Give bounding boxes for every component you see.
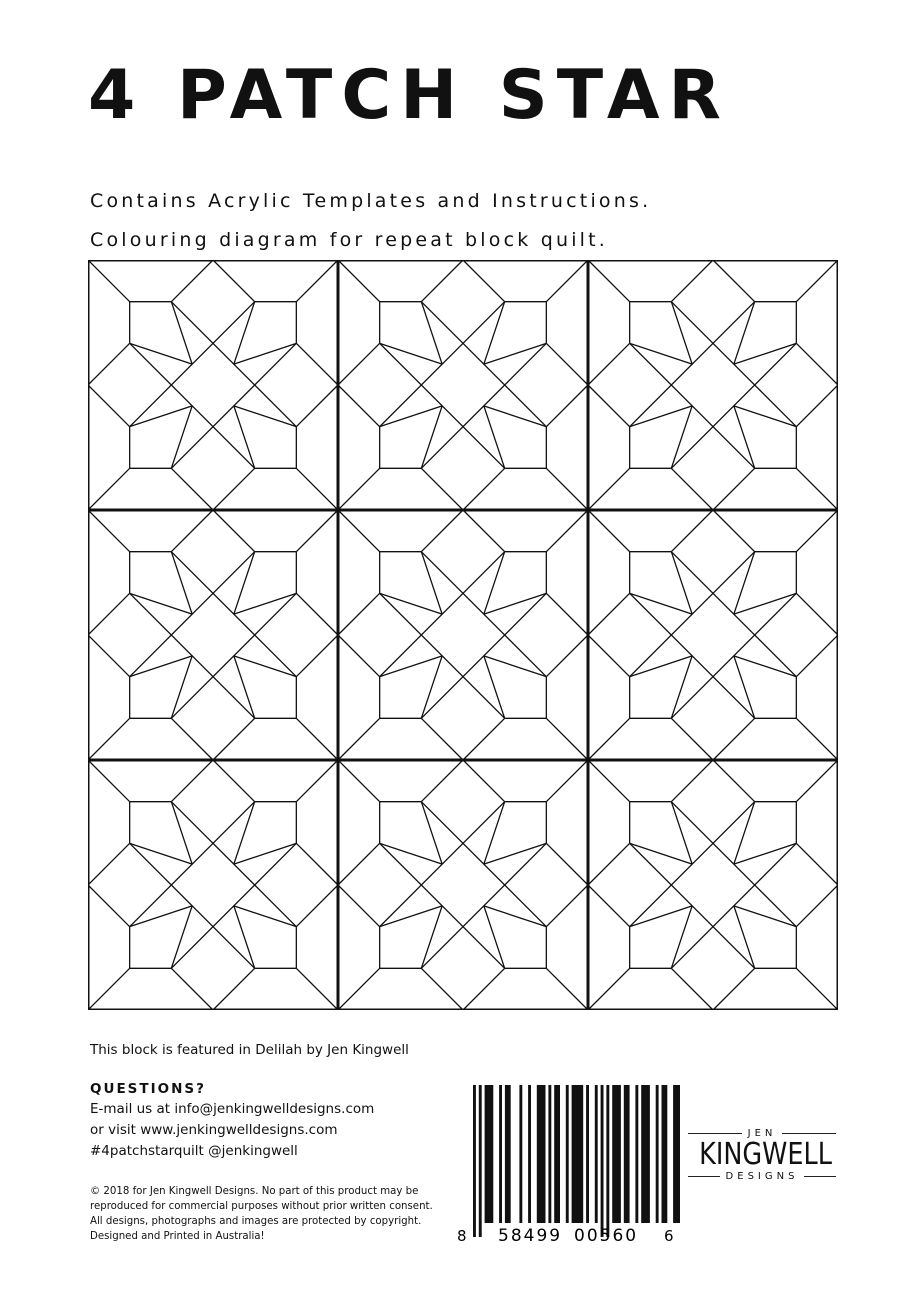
copyright-line: reproduced for commercial purposes without prior written consent. — [90, 1201, 433, 1212]
block-seam — [171, 406, 192, 469]
block-seam — [338, 385, 380, 427]
block-seam — [734, 843, 797, 864]
block-seam — [796, 968, 838, 1010]
block-seam — [796, 260, 838, 302]
quilt-block — [88, 260, 338, 510]
block-seam — [671, 510, 713, 552]
block-seam — [588, 843, 630, 885]
block-seam — [234, 906, 296, 927]
block-seam — [546, 593, 588, 635]
block-seam — [234, 343, 296, 364]
block-seam — [796, 510, 838, 552]
block-seam — [713, 968, 755, 1010]
barcode-bar — [473, 1085, 476, 1237]
block-seam — [130, 406, 192, 427]
block-seam — [484, 656, 547, 677]
barcode-bar — [601, 1085, 604, 1237]
block-seam — [171, 718, 213, 760]
block-seam — [630, 552, 755, 677]
block-seam — [296, 343, 338, 385]
block-seam — [130, 302, 255, 427]
quilt-block — [88, 510, 338, 760]
block-seam — [630, 302, 755, 427]
block-seam — [671, 552, 796, 677]
block-seam — [380, 802, 505, 927]
block-seam — [796, 885, 838, 927]
block-seam — [234, 302, 255, 365]
block-seam — [671, 468, 713, 510]
block-seam — [421, 802, 546, 927]
block-seam — [546, 260, 588, 302]
block-seam — [171, 802, 296, 927]
block-seam — [421, 302, 546, 427]
block-seam — [671, 260, 713, 302]
block-seam — [546, 468, 588, 510]
block-seam — [171, 802, 192, 865]
contact-email: E-mail us at info@jenkingwelldesigns.com — [90, 1101, 375, 1117]
block-seam — [630, 593, 693, 614]
block-seam — [171, 302, 192, 365]
block-seam — [130, 343, 192, 364]
block-seam — [380, 302, 505, 427]
block-seam — [88, 760, 130, 802]
block-seam — [421, 802, 442, 865]
block-seam — [338, 635, 380, 677]
block-seam — [130, 843, 192, 864]
block-seam — [234, 552, 255, 615]
block-seam — [588, 510, 630, 552]
block-seam — [171, 260, 213, 302]
block-seam — [546, 510, 588, 552]
block-seam — [338, 343, 380, 385]
barcode-bars — [473, 1085, 680, 1237]
copyright-notice — [90, 1184, 433, 1244]
block-seam — [171, 968, 213, 1010]
block-seam — [213, 260, 255, 302]
quilt-block — [338, 760, 588, 1010]
block-seam — [734, 343, 797, 364]
block-seam — [88, 260, 130, 302]
block-seam — [171, 906, 192, 969]
block-seam — [421, 302, 442, 365]
block-seam — [296, 843, 338, 885]
block-seam — [380, 406, 443, 427]
block-seam — [213, 968, 255, 1010]
block-seam — [796, 718, 838, 760]
block-seam — [671, 656, 692, 719]
block-seam — [234, 593, 296, 614]
block-seam — [380, 343, 505, 468]
block-seam — [296, 468, 338, 510]
block-seam — [338, 718, 380, 760]
barcode-bar — [519, 1085, 522, 1223]
block-seam — [630, 906, 693, 927]
contact-website: or visit www.jenkingwelldesigns.com — [90, 1122, 338, 1138]
block-seam — [588, 468, 630, 510]
block-seam — [421, 343, 546, 468]
block-seam — [796, 760, 838, 802]
block-seam — [484, 406, 505, 469]
block-seam — [630, 343, 693, 364]
barcode-bar — [595, 1085, 598, 1223]
block-seam — [796, 843, 838, 885]
block-seam — [630, 843, 755, 968]
block-seam — [171, 510, 213, 552]
block-seam — [630, 343, 755, 468]
block-seam — [484, 593, 547, 614]
block-seam — [546, 885, 588, 927]
barcode-bar — [566, 1085, 569, 1223]
block-seam — [421, 552, 442, 615]
block-seam — [338, 843, 380, 885]
block-seam — [88, 385, 130, 427]
block-seam — [671, 968, 713, 1010]
block-seam — [796, 593, 838, 635]
block-seam — [234, 802, 255, 865]
quilt-block — [588, 260, 838, 510]
subtitle-contents: Contains Acrylic Templates and Instructions. — [90, 190, 652, 212]
block-seam — [421, 968, 463, 1010]
block-seam — [588, 385, 630, 427]
block-seam — [380, 843, 505, 968]
block-seam — [234, 906, 255, 969]
block-seam — [484, 843, 547, 864]
barcode-bar — [624, 1085, 630, 1223]
block-seam — [296, 593, 338, 635]
block-seam — [338, 968, 380, 1010]
block-seam — [88, 843, 130, 885]
block-seam — [588, 343, 630, 385]
block-seam — [546, 718, 588, 760]
quilt-block — [88, 760, 338, 1010]
barcode-bar — [485, 1085, 494, 1223]
block-seam — [671, 802, 692, 865]
block-seam — [713, 760, 755, 802]
block-seam — [380, 656, 443, 677]
barcode-bar — [537, 1085, 546, 1223]
block-seam — [421, 510, 463, 552]
block-seam — [130, 552, 255, 677]
barcode-bar — [479, 1085, 482, 1237]
block-seam — [630, 656, 693, 677]
block-seam — [671, 718, 713, 760]
barcode — [455, 1085, 680, 1245]
block-seam — [671, 552, 692, 615]
block-seam — [380, 343, 443, 364]
block-seam — [588, 885, 630, 927]
block-seam — [380, 593, 505, 718]
block-seam — [130, 906, 192, 927]
barcode-bar — [635, 1085, 638, 1223]
barcode-bar — [662, 1085, 668, 1223]
block-seam — [213, 760, 255, 802]
block-seam — [171, 343, 296, 468]
quilt-block — [588, 510, 838, 760]
barcode-digit-first: 8 — [457, 1227, 467, 1245]
block-seam — [484, 906, 547, 927]
block-seam — [484, 802, 505, 865]
block-seam — [546, 635, 588, 677]
logo-bottom: DESIGNS — [688, 1171, 836, 1182]
block-seam — [630, 406, 693, 427]
block-seam — [463, 968, 505, 1010]
block-seam — [484, 552, 505, 615]
block-seam — [338, 468, 380, 510]
jen-kingwell-logo — [688, 1128, 836, 1182]
questions-heading: QUESTIONS? — [90, 1081, 206, 1097]
barcode-digit-check: 6 — [664, 1227, 674, 1245]
block-seam — [296, 968, 338, 1010]
block-seam — [588, 593, 630, 635]
block-seam — [796, 343, 838, 385]
block-seam — [171, 843, 296, 968]
copyright-line: © 2018 for Jen Kingwell Designs. No part of this product may be — [90, 1186, 419, 1197]
block-seam — [671, 802, 796, 927]
block-seam — [588, 968, 630, 1010]
block-seam — [671, 302, 692, 365]
block-seam — [421, 760, 463, 802]
logo-top: JEN — [688, 1128, 836, 1139]
block-seam — [171, 656, 192, 719]
block-seam — [88, 635, 130, 677]
block-seam — [421, 406, 442, 469]
block-seam — [171, 552, 192, 615]
block-seam — [88, 718, 130, 760]
block-seam — [234, 656, 296, 677]
subtitle-diagram: Colouring diagram for repeat block quilt. — [90, 229, 609, 251]
block-seam — [734, 302, 755, 365]
barcode-bar — [548, 1085, 551, 1223]
block-seam — [380, 593, 443, 614]
block-seam — [296, 885, 338, 927]
barcode-bar — [528, 1085, 531, 1223]
block-seam — [338, 593, 380, 635]
barcode-bar — [586, 1085, 589, 1223]
block-seam — [796, 468, 838, 510]
block-seam — [734, 406, 755, 469]
block-seam — [421, 468, 463, 510]
block-seam — [463, 260, 505, 302]
block-seam — [546, 343, 588, 385]
block-seam — [296, 260, 338, 302]
block-seam — [671, 843, 796, 968]
block-seam — [421, 593, 546, 718]
block-seam — [421, 656, 442, 719]
block-seam — [671, 343, 796, 468]
block-seam — [421, 843, 546, 968]
block-seam — [88, 593, 130, 635]
block-seam — [296, 718, 338, 760]
block-seam — [296, 635, 338, 677]
block-seam — [630, 593, 755, 718]
block-seam — [463, 468, 505, 510]
block-seam — [171, 593, 296, 718]
block-seam — [171, 302, 296, 427]
block-seam — [380, 906, 443, 927]
block-seam — [213, 510, 255, 552]
block-seam — [484, 406, 547, 427]
block-seam — [380, 552, 505, 677]
block-seam — [630, 843, 693, 864]
block-seam — [463, 760, 505, 802]
block-seam — [484, 302, 505, 365]
barcode-bar — [606, 1085, 609, 1237]
quilt-block — [338, 510, 588, 760]
block-seam — [88, 510, 130, 552]
block-seam — [671, 406, 692, 469]
barcode-bar — [554, 1085, 560, 1223]
block-seam — [713, 510, 755, 552]
block-seam — [796, 635, 838, 677]
quilt-colouring-diagram — [88, 260, 838, 1010]
block-seam — [546, 843, 588, 885]
block-seam — [130, 656, 192, 677]
block-seam — [296, 385, 338, 427]
featured-note: This block is featured in Delilah by Jen Kingwell — [90, 1042, 409, 1058]
block-seam — [234, 656, 255, 719]
barcode-bar — [673, 1085, 680, 1223]
block-seam — [171, 552, 296, 677]
block-seam — [421, 906, 442, 969]
block-seam — [213, 468, 255, 510]
block-seam — [484, 906, 505, 969]
barcode-digits-right: 00560 — [574, 1226, 639, 1245]
block-seam — [234, 406, 255, 469]
block-seam — [130, 593, 192, 614]
block-seam — [546, 968, 588, 1010]
block-seam — [734, 656, 755, 719]
block-seam — [338, 885, 380, 927]
block-seam — [463, 718, 505, 760]
block-seam — [671, 760, 713, 802]
block-seam — [713, 468, 755, 510]
block-seam — [734, 906, 755, 969]
block-seam — [130, 343, 255, 468]
block-seam — [671, 593, 796, 718]
block-seam — [588, 635, 630, 677]
block-seam — [338, 510, 380, 552]
block-seam — [734, 906, 797, 927]
block-seam — [734, 656, 797, 677]
block-seam — [588, 760, 630, 802]
block-seam — [484, 656, 505, 719]
block-seam — [130, 802, 255, 927]
barcode-bar — [641, 1085, 650, 1223]
block-seam — [296, 510, 338, 552]
block-seam — [338, 260, 380, 302]
block-seam — [734, 802, 755, 865]
block-seam — [171, 760, 213, 802]
barcode-bar — [572, 1085, 584, 1223]
block-seam — [734, 552, 755, 615]
block-seam — [546, 385, 588, 427]
block-seam — [421, 552, 546, 677]
block-seam — [130, 843, 255, 968]
page-title: 4 PATCH STAR — [88, 56, 730, 135]
block-seam — [734, 406, 797, 427]
barcode-digits-left: 58499 — [498, 1226, 563, 1245]
block-seam — [234, 406, 296, 427]
block-seam — [484, 343, 547, 364]
block-seam — [734, 593, 797, 614]
block-seam — [171, 468, 213, 510]
block-seam — [130, 593, 255, 718]
block-seam — [213, 718, 255, 760]
barcode-bar — [499, 1085, 502, 1223]
block-seam — [671, 302, 796, 427]
block-seam — [88, 343, 130, 385]
block-seam — [338, 760, 380, 802]
block-seam — [546, 760, 588, 802]
barcode-bar — [656, 1085, 659, 1223]
block-seam — [234, 843, 296, 864]
barcode-bar — [505, 1085, 511, 1223]
copyright-line: All designs, photographs and images are protected by copyright. — [90, 1216, 422, 1227]
barcode-bar — [612, 1085, 621, 1223]
block-seam — [713, 260, 755, 302]
block-seam — [630, 802, 755, 927]
social-tags: #4patchstarquilt @jenkingwell — [90, 1143, 298, 1159]
block-seam — [796, 385, 838, 427]
block-seam — [421, 718, 463, 760]
block-seam — [88, 968, 130, 1010]
block-seam — [421, 260, 463, 302]
block-seam — [88, 468, 130, 510]
quilt-block — [338, 260, 588, 510]
block-seam — [88, 885, 130, 927]
quilt-block — [588, 760, 838, 1010]
copyright-line: Designed and Printed in Australia! — [90, 1231, 265, 1242]
block-seam — [380, 843, 443, 864]
block-seam — [588, 718, 630, 760]
block-seam — [713, 718, 755, 760]
logo-main: KINGWELL — [699, 1137, 832, 1172]
block-seam — [296, 760, 338, 802]
block-seam — [463, 510, 505, 552]
block-seam — [671, 906, 692, 969]
block-seam — [588, 260, 630, 302]
